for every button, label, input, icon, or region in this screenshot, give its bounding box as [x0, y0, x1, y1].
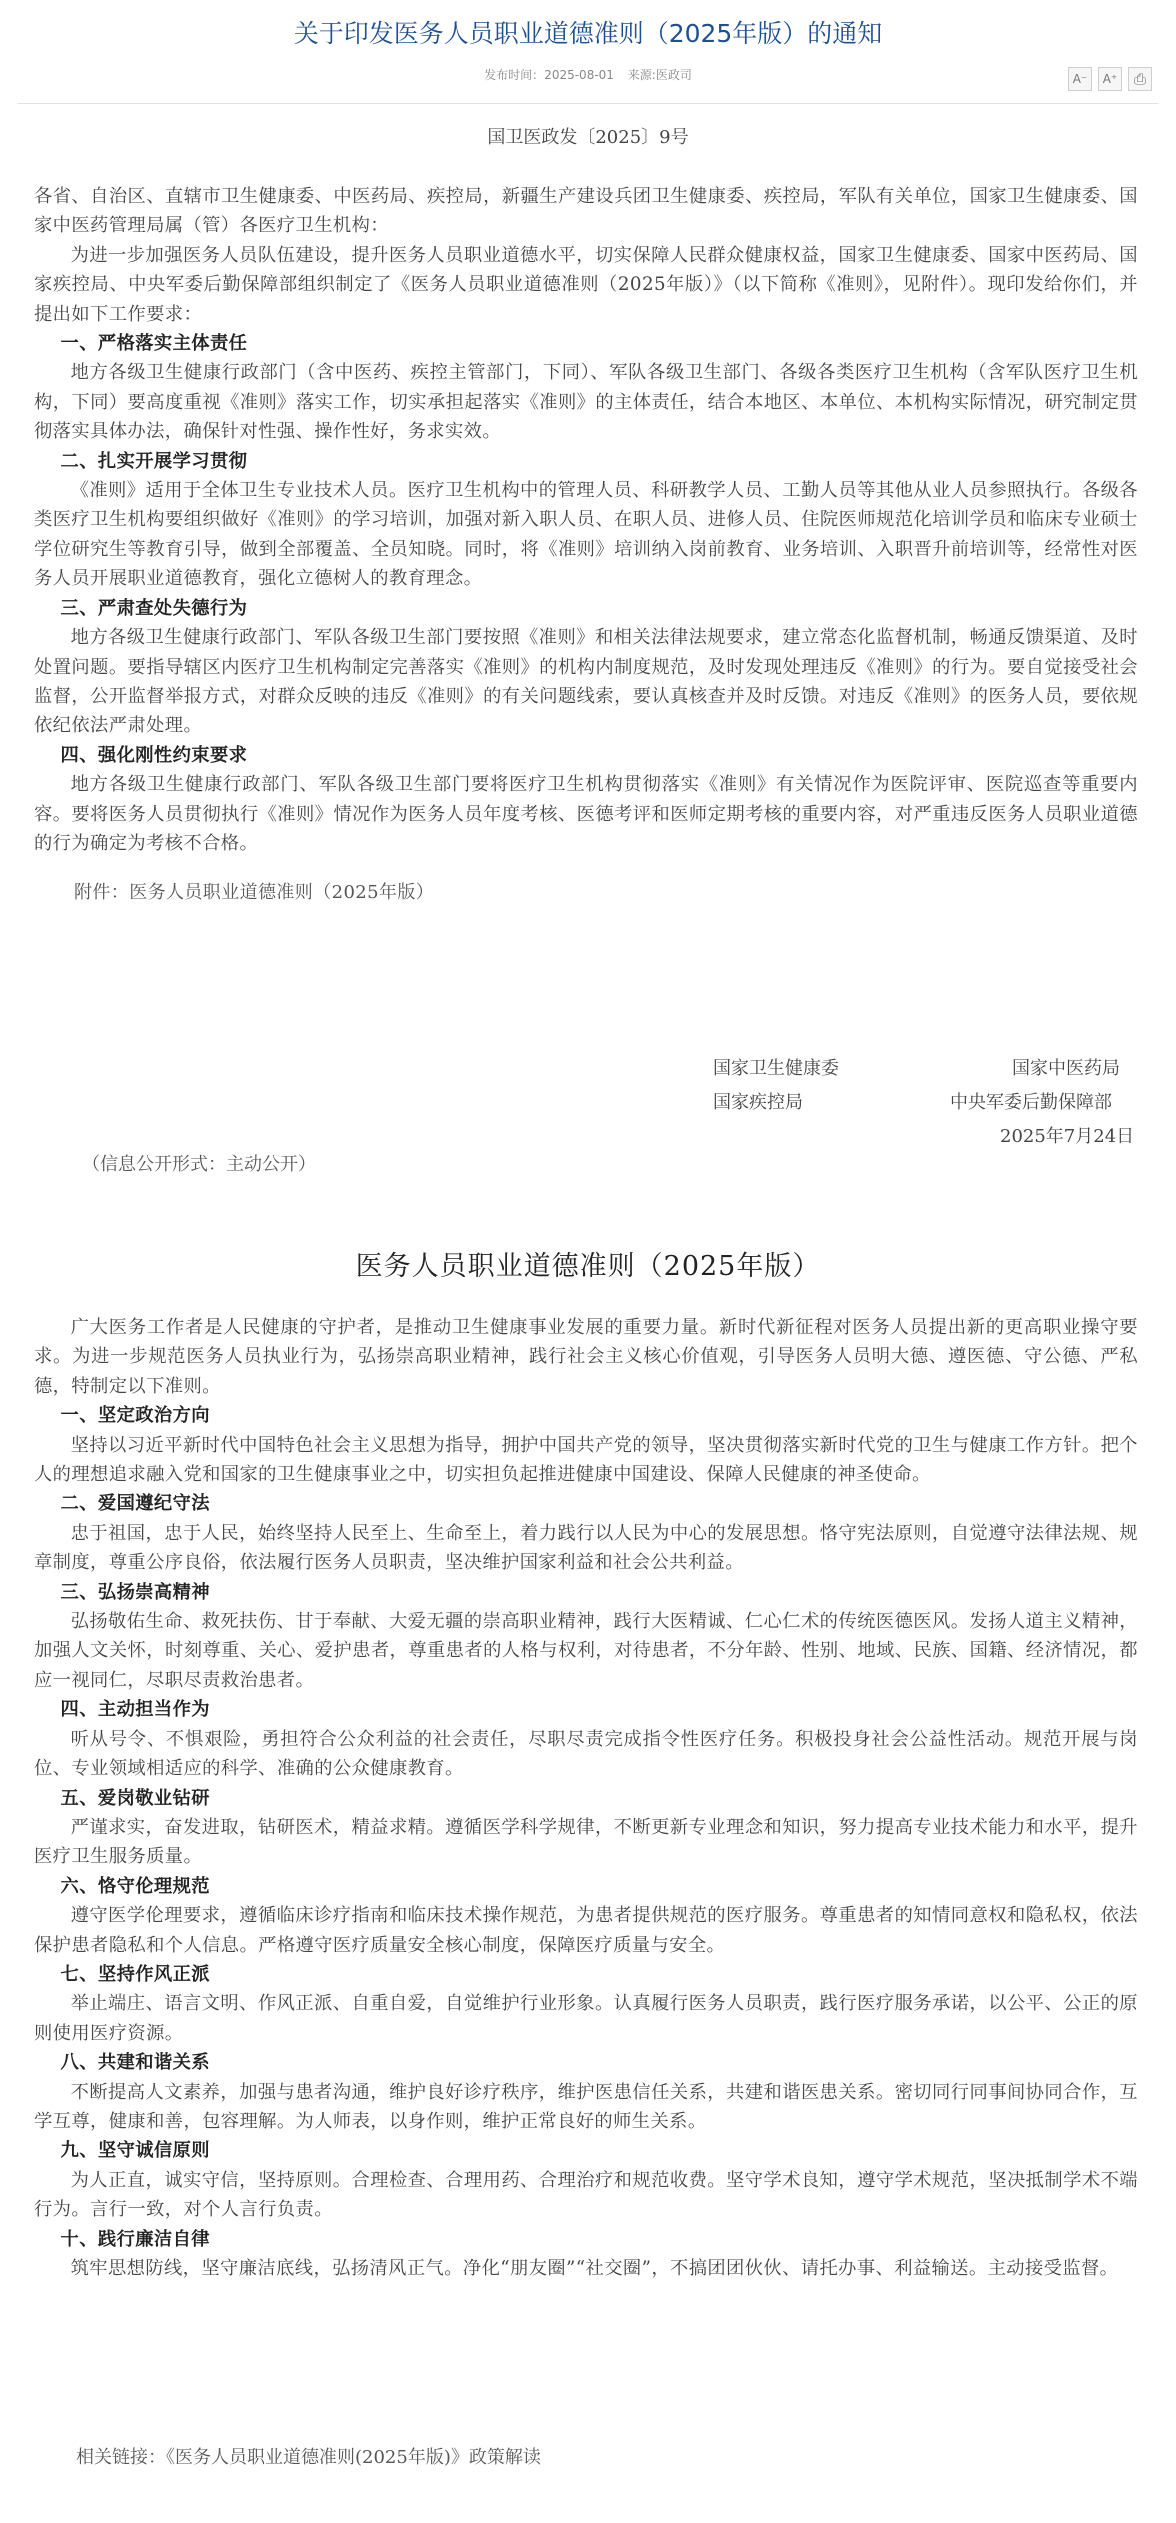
disclosure-note: （信息公开形式：主动公开）	[82, 1154, 316, 1175]
code-section-text: 坚持以习近平新时代中国特色社会主义思想为指导，拥护中国共产党的领导，坚决贯彻落实新时代党的卫生与健康工作方针。把个人的理想追求融入党和国家的卫生健康事业之中，切实担负起推进健康中国建设、保障人民健康的神圣使命。	[34, 1434, 1138, 1486]
code-section-text: 忠于祖国，忠于人民，始终坚持人民至上、生命至上，着力践行以人民为中心的发展思想。恪守宪法原则，自觉遵守法律法规、规章制度，尊重公序良俗，依法履行医务人员职责，坚决维护国家利益和社会公共利益。	[34, 1522, 1138, 1574]
publish-label: 发布时间：	[484, 68, 545, 82]
print-icon[interactable]: ⎙	[1128, 67, 1152, 91]
notice-section-text: 《准则》适用于全体卫生专业技术人员。医疗卫生机构中的管理人员、科研教学人员、工勤人员等其他从业人员参照执行。各级各类医疗卫生机构要组织做好《准则》的学习培训，加强对新入职人员、在职人员、进修人员、住院医师规范化培训学员和临床专业硕士学位研究生等教育引导，做到全部覆盖、全员知晓。同时，将《准则》培训纳入岗前教育、业务培训、入职晋升前培训等，经常性对医务人员开展职业道德教育，强化立德树人的教育理念。	[34, 480, 1138, 590]
notice-section-heading: 三、严肃查处失德行为	[60, 597, 248, 619]
document-number: 国卫医政发〔2025〕9号	[487, 127, 689, 148]
code-section-text: 为人正直，诚实守信，坚持原则。合理检查、合理用药、合理治疗和规范收费。坚守学术良知，遵守学术规范，坚决抵制学术不端行为。言行一致，对个人言行负责。	[34, 2169, 1138, 2221]
code-section-text: 遵守医学伦理要求，遵循临床诊疗指南和临床技术操作规范，为患者提供规范的医疗服务。尊重患者的知情同意权和隐私权，依法保护患者隐私和个人信息。严格遵守医疗质量安全核心制度，保障医疗质量与安全。	[34, 1905, 1138, 1956]
signatory: 国家疾控局	[713, 1092, 803, 1113]
code-section-text: 听从号令、不惧艰险，勇担符合公众利益的社会责任，尽职尽责完成指令性医疗任务。积极投身社会公益性活动。规范开展与岗位、专业领域相适应的科学、准确的公众健康教育。	[34, 1728, 1138, 1780]
code-section-text: 弘扬敬佑生命、救死扶伤、甘于奉献、大爱无疆的崇高职业精神，践行大医精诚、仁心仁术的传统医德医风。发扬人道主义精神，加强人文关怀，时刻尊重、关心、爱护患者，尊重患者的人格与权利，对待患者，不分年龄、性别、地域、民族、国籍、经济情况，都应一视同仁，尽职尽责救治患者。	[34, 1611, 1138, 1691]
publish-meta	[0, 66, 1176, 83]
code-body	[34, 1313, 1138, 2283]
notice-body	[34, 182, 1138, 908]
issue-date: 2025年7月24日	[1000, 1126, 1135, 1147]
code-section-heading: 五、爱岗敬业钻研	[60, 1787, 210, 1809]
notice-section-heading: 一、严格落实主体责任	[60, 333, 248, 355]
code-section-text: 不断提高人文素养，加强与患者沟通，维护良好诊疗秩序，维护医患信任关系，共建和谐医患关系。密切同行同事间协同合作，互学互尊，健康和善，包容理解。为人师表，以身作则，维护正常良好的师生关系。	[34, 2081, 1138, 2132]
related-links	[76, 2443, 541, 2469]
code-section-heading: 八、共建和谐关系	[60, 2052, 210, 2074]
code-section-heading: 十、践行廉洁自律	[60, 2228, 210, 2250]
code-section-text: 严谨求实，奋发进取，钻研医术，精益求精。遵循医学科学规律，不断更新专业理念和知识，努力提高专业技术能力和水平，提升医疗卫生服务质量。	[34, 1816, 1138, 1868]
signatory: 中央军委后勤保障部	[950, 1092, 1112, 1113]
signatory: 国家卫生健康委	[713, 1058, 839, 1079]
source-name: 医政司	[655, 68, 692, 82]
font-smaller-button[interactable]: A⁻	[1068, 67, 1092, 91]
reading-tools	[1068, 67, 1152, 91]
notice-section-text: 地方各级卫生健康行政部门（含中医药、疾控主管部门，下同）、军队各级卫生部门、各级各类医疗卫生机构（含军队医疗卫生机构，下同）要高度重视《准则》落实工作，切实承担起落实《准则》的主体责任，结合本地区、本单位、本机构实际情况，研究制定贯彻落实具体办法，确保针对性强、操作性好，务求实效。	[34, 362, 1138, 443]
code-section-heading: 二、爱国遵纪守法	[60, 1493, 210, 1515]
signatory: 国家中医药局	[1012, 1058, 1120, 1079]
related-label: 相关链接：	[76, 2447, 166, 2468]
notice-section-heading: 二、扎实开展学习贯彻	[60, 450, 248, 472]
code-section-heading: 三、弘扬崇高精神	[60, 1581, 210, 1603]
page-title: 关于印发医务人员职业道德准则（2025年版）的通知	[293, 19, 883, 48]
code-section-heading: 九、坚守诚信原则	[60, 2140, 210, 2162]
code-section-text: 筑牢思想防线，坚守廉洁底线，弘扬清风正气。净化“朋友圈”“社交圈”，不搞团团伙伙、请托办事、利益输送。主动接受监督。	[70, 2258, 1119, 2279]
source-label: 来源:	[627, 68, 656, 82]
code-section-heading: 一、坚定政治方向	[60, 1405, 210, 1427]
notice-section-heading: 四、强化刚性约束要求	[60, 744, 248, 766]
code-section-heading: 七、坚持作风正派	[60, 1963, 210, 1985]
publish-date: 2025-08-01	[544, 68, 614, 82]
attachment-line: 附件：医务人员职业道德准则（2025年版）	[74, 882, 435, 904]
header-divider	[18, 103, 1158, 104]
notice-section-text: 地方各级卫生健康行政部门、军队各级卫生部门要将医疗卫生机构贯彻落实《准则》有关情况作为医院评审、医院巡查等重要内容。要将医务人员贯彻执行《准则》情况作为医务人员年度考核、医德考评和医师定期考核的重要内容，对严重违反医务人员职业道德的行为确定为考核不合格。	[34, 774, 1138, 854]
code-section-text: 举止端庄、语言文明、作风正派、自重自爱，自觉维护行业形象。认真履行医务人员职责，践行医疗服务承诺，以公平、公正的原则使用医疗资源。	[34, 1993, 1138, 2044]
code-intro: 广大医务工作者是人民健康的守护者，是推动卫生健康事业发展的重要力量。新时代新征程对医务人员提出新的更高职业操守要求。为进一步规范医务人员执业行为，弘扬崇高职业精神，践行社会主义核心价值观，引导医务人员明大德、遵医德、守公德、严私德，特制定以下准则。	[34, 1317, 1138, 1397]
code-title: 医务人员职业道德准则（2025年版）	[355, 1251, 821, 1282]
notice-intro: 为进一步加强医务人员队伍建设，提升医务人员职业道德水平，切实保障人民群众健康权益，国家卫生健康委、国家中医药局、国家疾控局、中央军委后勤保障部组织制定了《医务人员职业道德准则（2025年版）》（以下简称《准则》，见附件）。现印发给你们，并提出如下工作要求：	[34, 244, 1138, 325]
notice-section-text: 地方各级卫生健康行政部门、军队各级卫生部门要按照《准则》和相关法律法规要求，建立常态化监督机制，畅通反馈渠道、及时处置问题。要指导辖区内医疗卫生机构制定完善落实《准则》的机构内制度规范，及时发现处理违反《准则》的行为。要自觉接受社会监督，公开监督举报方式，对群众反映的违反《准则》的有关问题线索，要认真核查并及时反馈。对违反《准则》的医务人员，要依规依纪依法严肃处理。	[34, 627, 1138, 737]
addressee: 各省、自治区、直辖市卫生健康委、中医药局、疾控局，新疆生产建设兵团卫生健康委、疾控局，军队有关单位，国家卫生健康委、国家中医药管理局属（管）各医疗卫生机构：	[34, 186, 1138, 237]
code-section-heading: 六、恪守伦理规范	[60, 1875, 210, 1897]
policy-interpretation-link[interactable]: 《医务人员职业道德准则(2025年版)》政策解读	[166, 2447, 541, 2468]
code-section-heading: 四、主动担当作为	[60, 1699, 210, 1721]
font-larger-button[interactable]: A⁺	[1098, 67, 1122, 91]
